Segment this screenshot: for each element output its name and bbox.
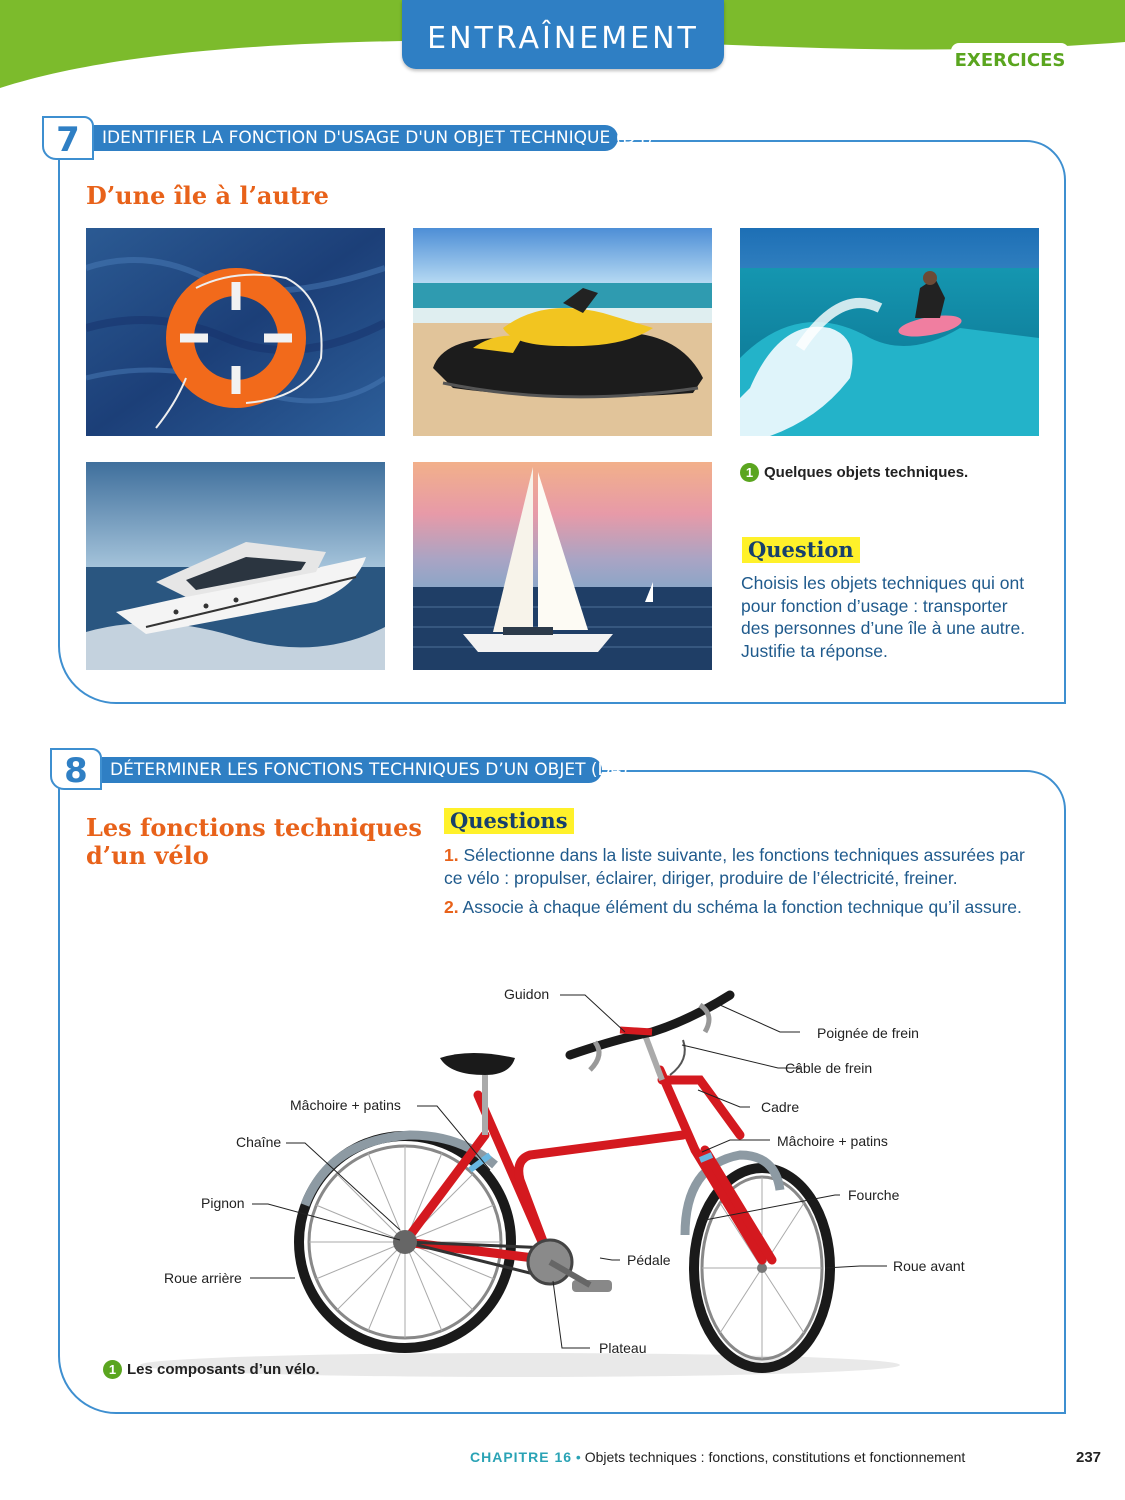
label-chaine: Chaîne [236,1134,282,1150]
right-brake-lever [700,1005,709,1032]
bicycle-diagram [100,960,900,1400]
page-number: 237 [1076,1449,1102,1466]
section-banner: ENTRAÎNEMENT [402,0,724,69]
question-number: 2. [444,897,459,917]
label-poignee-de-frein: Poignée de frein [817,1025,919,1041]
leader-lines [250,995,887,1348]
label-guidon: Guidon [504,986,550,1002]
caption-number: 1 [740,463,759,482]
exercise-7-number: 7 [42,116,94,160]
exercices-tab: EXERCICES [951,43,1069,75]
label-machoire-patins-avant: Mâchoire + patins [777,1133,888,1149]
exercise-8-question-2 [444,896,1064,919]
question-number: 1. [444,845,459,865]
caption-text: Les composants d’un vélo. [127,1361,320,1378]
question-line: pour fonction d’usage : transporter [741,595,1008,616]
exercise-7-caption [740,463,968,482]
question-line: Associe à chaque élément du schéma la fonction technique qu’il assure. [462,897,1022,917]
question-line: ce vélo : propulser, éclairer, diriger, produire de l’électricité, freiner. [444,867,958,888]
caption-number: 1 [103,1360,122,1379]
footer-topic: Objets techniques : fonctions, constitutions et fonctionnement [584,1449,966,1465]
surfer-photo [740,228,1039,436]
footer-bullet: • [575,1449,581,1465]
title-line: Les fonctions techniques [86,813,422,842]
motor-yacht-photo [86,462,385,670]
footer-chapter: CHAPITRE 16 [470,1449,573,1465]
label-cadre: Cadre [761,1099,800,1115]
saddle [440,1053,515,1075]
label-roue-avant: Roue avant [893,1258,965,1274]
exercise-8-number: 8 [50,748,102,790]
question-line: Justifie ta réponse. [741,640,888,661]
sprocket [393,1230,417,1254]
label-machoire-patins-arriere: Mâchoire + patins [290,1097,401,1113]
jet-ski-photo [413,228,712,436]
stem [645,1035,662,1080]
label-fourche: Fourche [848,1187,900,1203]
label-roue-arriere: Roue arrière [164,1270,242,1286]
label-cable-de-frein: Câble de frein [785,1060,873,1076]
bike-frame [405,1070,772,1260]
exercise-7-question [741,572,1061,662]
caption-text: Quelques objets techniques. [764,464,969,481]
questions-heading: Questions [444,808,574,834]
question-line: Sélectionne dans la liste suivante, les fonctions techniques assurées par [463,845,1025,865]
exercise-8-question-1 [444,844,1054,889]
front-wheel [694,1168,830,1368]
exercise-7-title: D’une île à l’autre [86,181,329,210]
label-pignon: Pignon [201,1195,245,1211]
exercise-8-caption [103,1360,320,1379]
sailboat-photo [413,462,712,670]
label-pedale: Pédale [627,1252,671,1268]
exercise-8-title [86,814,426,870]
question-line: des personnes d’une île à une autre. [741,618,1026,638]
exercise-7-skill: IDENTIFIER LA FONCTION D'USAGE D'UN OBJET TECHNIQUE (D4) [94,125,618,151]
pedal [572,1280,612,1292]
title-line: d’un vélo [86,841,209,870]
exercise-8-skill: DÉTERMINER LES FONCTIONS TECHNIQUES D’UN OBJET (D4) [102,757,602,783]
question-heading: Question [742,537,860,563]
label-plateau: Plateau [599,1340,647,1356]
question-line: Choisis les objets techniques qui ont [741,573,1025,593]
page-footer [470,1449,965,1465]
life-buoy-photo [86,228,385,436]
